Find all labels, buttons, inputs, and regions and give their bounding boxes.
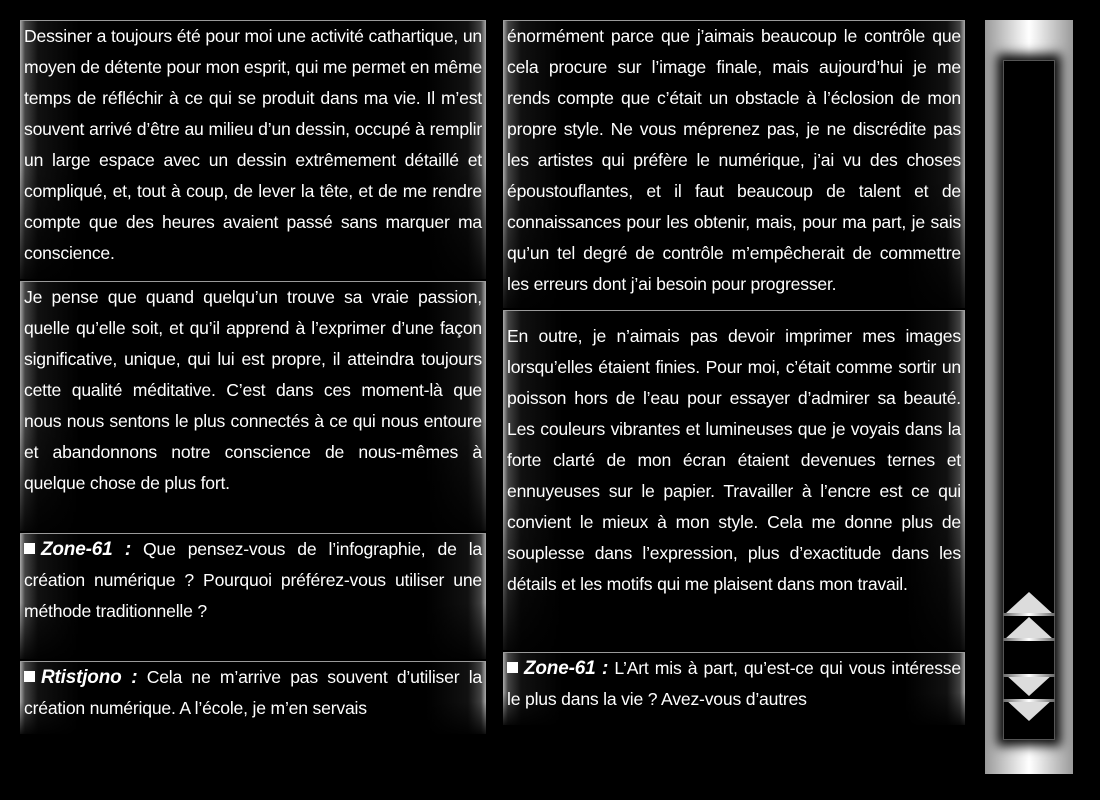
arrow-down-icon [1005,674,1053,696]
question-block [20,533,486,659]
paragraph-block [503,310,965,650]
arrow-up-icon [1005,592,1053,614]
question-text: L’Art mis à part, qu’est-ce qui vous intéresse le plus dans la vie ? Avez-vous d’autres [507,658,961,709]
paragraph-block [503,20,965,308]
speaker-label: Zone-61 : [524,658,609,679]
scroll-up-button[interactable] [1003,617,1055,641]
speaker-label: Zone-61 : [41,539,131,560]
scroll-down-button[interactable] [1003,674,1055,698]
arrow-down-icon [1005,699,1053,721]
arrow-up-icon [1005,617,1053,639]
paragraph: énormément parce que j’aimais beaucoup le contrôle que cela procure sur l’image finale, mais aujourd’hui je me rends compte que c’était un obstacle à l’éclosion de mon propre style. Ne vous méprenez pas, je ne discrédite pas les artistes qui préfère le numérique, j’ai vu des choses époustouflantes, et il faut beaucoup de talent et de connaissances pour les obtenir, mais, pour ma part, je sais qu’un tel degré de contrôle m’empêcherait de commettre les erreurs dont j’ai besoin pour progresser. [507,26,961,294]
scroll-down-button[interactable] [1003,699,1055,723]
text-column-right [503,20,965,774]
question-block [503,652,965,725]
text-column-left [20,20,486,774]
question [24,534,482,627]
question-text: Que pensez-vous de l’infographie, de la création numérique ? Pourquoi préférez-vous utiliser une méthode traditionnelle ? [24,539,482,621]
vertical-scrollbar[interactable] [985,20,1073,774]
answer-block [20,661,486,734]
paragraph: Dessiner a toujours été pour moi une activité cathartique, un moyen de détente pour mon esprit, qui me permet en même temps de réfléchir à ce qui se produit dans ma vie. Il m’est souvent arrivé d’être au milieu d’un dessin, occupé à remplir un large espace avec un dessin extrêmement détaillé et compliqué, et, tout à coup, de lever la tête, et de me rendre compte que des heures avaient passé sans marquer ma conscience. [24,26,482,263]
paragraph: En outre, je n’aimais pas devoir imprimer mes images lorsqu’elles étaient finies. Pour moi, c’était comme sortir un poisson hors de l’eau pour essayer d’admirer sa beauté. Les couleurs vibrantes et lumineuses que je voyais dans la forte clarté de mon écran étaient devenues ternes et ennuyeuses sur le papier. Travailler à l’encre est ce qui convient le mieux à mon style. Cela me donne plus de souplesse dans l’expression, plus d’exactitude dans les détails et les motifs qui me plaisent dans mon travail. [507,326,961,594]
paragraph: Je pense que quand quelqu’un trouve sa vraie passion, quelle qu’elle soit, et qu’il apprend à l’exprimer d’une façon significative, unique, qui lui est propre, il atteindra toujours cette qualité méditative. C’est dans ces moment-là que nous nous sentons le plus connectés à ce qui nous entoure et abandonnons notre conscience de nous-mêmes à quelque chose de plus fort. [24,287,482,493]
answer-text: Cela ne m’arrive pas souvent d’utiliser la création numérique. A l’école, je m’en servais [24,667,482,718]
square-bullet-icon [507,662,518,673]
scroll-up-button[interactable] [1003,592,1055,616]
speaker-label: Rtistjono : [41,667,138,688]
question [507,653,961,715]
square-bullet-icon [24,543,35,554]
square-bullet-icon [24,671,35,682]
scroll-track[interactable] [1003,60,1055,740]
paragraph-block [20,281,486,531]
paragraph-block [20,20,486,279]
answer [24,662,482,724]
